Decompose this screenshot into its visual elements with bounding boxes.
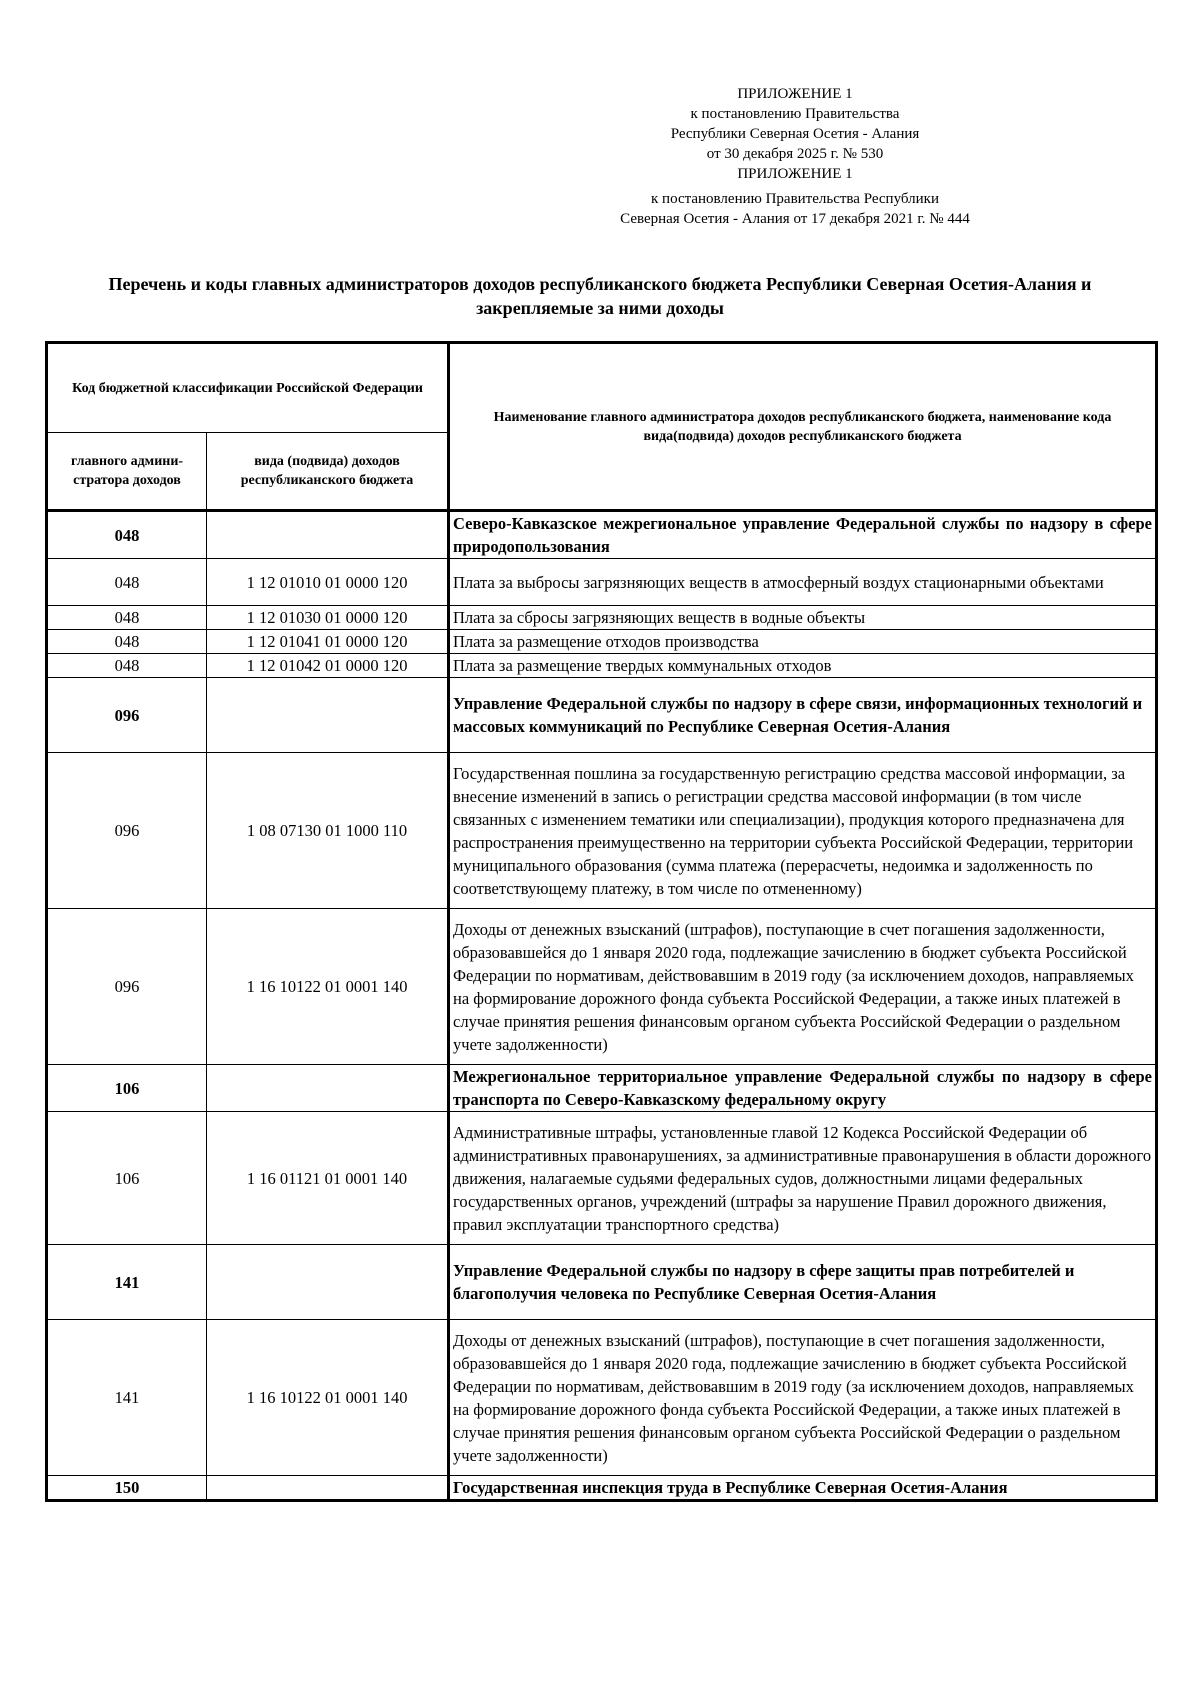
revenue-code-row [47,654,1157,678]
revenue-kind-code-cell: 1 12 01042 01 0000 120 [207,654,449,678]
header-line: к постановлению Правительства Республики [651,191,939,207]
revenue-kind-code-cell: 1 12 01041 01 0000 120 [207,630,449,654]
revenue-kind-code-cell [207,1476,449,1501]
revenue-kind-code-cell [207,1245,449,1320]
name-cell: Государственная пошлина за государственную регистрацию средства массовой информации, за внесение изменений в запись о регистрации средства массовой информации (в том числе связанных с изменением тематики или специализации), продукция которого предназначена для распространения преимущественно на территории субъекта Российской Федерации, территории муниципального образования (сумма платежа (перерасчеты, недоимка и задолженность по соответствующему платежу, в том числе по отмененному) [449,753,1157,909]
revenue-code-row [47,753,1157,909]
name-cell: Плата за размещение твердых коммунальных отходов [449,654,1157,678]
name-cell: Межрегиональное территориальное управление Федеральной службы по надзору в сфере транспорта по Северо-Кавказскому федеральному округу [449,1065,1157,1112]
revenue-kind-code-cell: 1 12 01030 01 0000 120 [207,606,449,630]
name-cell: Управление Федеральной службы по надзору в сфере связи, информационных технологий и массовых коммуникаций по Республике Северная Осетия-Алания [449,678,1157,753]
header-line: ПРИЛОЖЕНИЕ 1 [737,166,853,182]
name-cell: Доходы от денежных взысканий (штрафов), поступающие в счет погашения задолженности, образовавшейся до 1 января 2020 года, подлежащие зачислению в бюджет субъекта Российской Федерации по нормативам, действовавшим в 2019 году (за исключением доходов, направляемых на формирование дорожного фонда субъекта Российской Федерации, а также иных платежей в случае принятия решения финансовым органом субъекта Российской Федерации о раздельном учете задолженности) [449,1320,1157,1476]
revenue-kind-code-cell [207,1065,449,1112]
header-line: от 30 декабря 2025 г. № 530 [706,146,884,162]
admin-code-cell: 141 [47,1245,207,1320]
header-col-admin: главного админи-стратора доходов [47,433,207,511]
revenue-kind-code-cell [207,511,449,559]
admin-code-cell: 048 [47,559,207,606]
admin-code-cell: 096 [47,753,207,909]
admin-code-cell: 096 [47,909,207,1065]
name-cell: Административные штрафы, установленные главой 12 Кодекса Российской Федерации об административных правонарушениях, за административные правонарушения в области дорожного движения, налагаемые судьями федеральных судов, должностными лицами федеральных государственных органов, учреждений (штрафы за нарушение Правил дорожного движения, правил эксплуатации транспортного средства) [449,1112,1157,1245]
administrator-row [47,1245,1157,1320]
name-cell: Плата за сбросы загрязняющих веществ в водные объекты [449,606,1157,630]
page-title: Перечень и коды главных администраторов доходов республиканского бюджета Республики Северная Осетия-Алания и закрепляемые за ними доходы [108,274,1092,318]
revenue-kind-code-cell: 1 16 10122 01 0001 140 [207,1320,449,1476]
admin-code-cell: 096 [47,678,207,753]
name-cell: Государственная инспекция труда в Республике Северная Осетия-Алания [449,1476,1157,1501]
admin-code-cell: 141 [47,1320,207,1476]
revenue-kind-code-cell [207,678,449,753]
administrator-row [47,678,1157,753]
revenue-kind-code-cell: 1 12 01010 01 0000 120 [207,559,449,606]
name-cell: Управление Федеральной службы по надзору в сфере защиты прав потребителей и благополучия человека по Республике Северная Осетия-Алания [449,1245,1157,1320]
header-line: ПРИЛОЖЕНИЕ 1 [737,86,853,102]
revenue-code-row [47,630,1157,654]
admin-code-cell: 106 [47,1112,207,1245]
header-line: Республики Северная Осетия - Алания [670,126,920,142]
revenue-code-row [47,1320,1157,1476]
revenue-code-row [47,909,1157,1065]
name-cell: Северо-Кавказское межрегиональное управление Федеральной службы по надзору в сфере природопользования [449,511,1157,559]
name-cell: Плата за размещение отходов производства [449,630,1157,654]
revenue-kind-code-cell: 1 16 01121 01 0001 140 [207,1112,449,1245]
revenue-code-row [47,606,1157,630]
header-group-kbk: Код бюджетной классификации Российской Федерации [47,343,449,433]
revenue-kind-code-cell: 1 16 10122 01 0001 140 [207,909,449,1065]
name-cell: Доходы от денежных взысканий (штрафов), поступающие в счет погашения задолженности, образовавшейся до 1 января 2020 года, подлежащие зачислению в бюджет субъекта Российской Федерации по нормативам, действовавшим в 2019 году (за исключением доходов, направляемых на формирование дорожного фонда субъекта Российской Федерации, а также иных платежей в случае принятия решения финансовым органом субъекта Российской Федерации о раздельном учете задолженности) [449,909,1157,1065]
revenue-kind-code-cell: 1 08 07130 01 1000 110 [207,753,449,909]
admin-code-cell: 106 [47,1065,207,1112]
admin-code-cell: 048 [47,630,207,654]
admin-code-cell: 150 [47,1476,207,1501]
revenue-code-row [47,1112,1157,1245]
header-col-kind: вида (подвида) доходов республиканского бюджета [207,433,449,511]
revenue-code-row [47,559,1157,606]
approval-header [560,84,1030,229]
administrator-row [47,511,1157,559]
admin-code-cell: 048 [47,606,207,630]
header-col-name: Наименование главного администратора доходов республиканского бюджета, наименование кода вида(подвида) доходов республиканского бюджета [449,343,1157,511]
admin-code-cell: 048 [47,654,207,678]
revenue-administrators-table [45,341,1158,1502]
header-line: Северная Осетия - Алания от 17 декабря 2021 г. № 444 [620,211,970,227]
name-cell: Плата за выбросы загрязняющих веществ в атмосферный воздух стационарными объектами [449,559,1157,606]
administrator-row [47,1476,1157,1501]
administrator-row [47,1065,1157,1112]
header-line: к постановлению Правительства [690,106,900,122]
admin-code-cell: 048 [47,511,207,559]
